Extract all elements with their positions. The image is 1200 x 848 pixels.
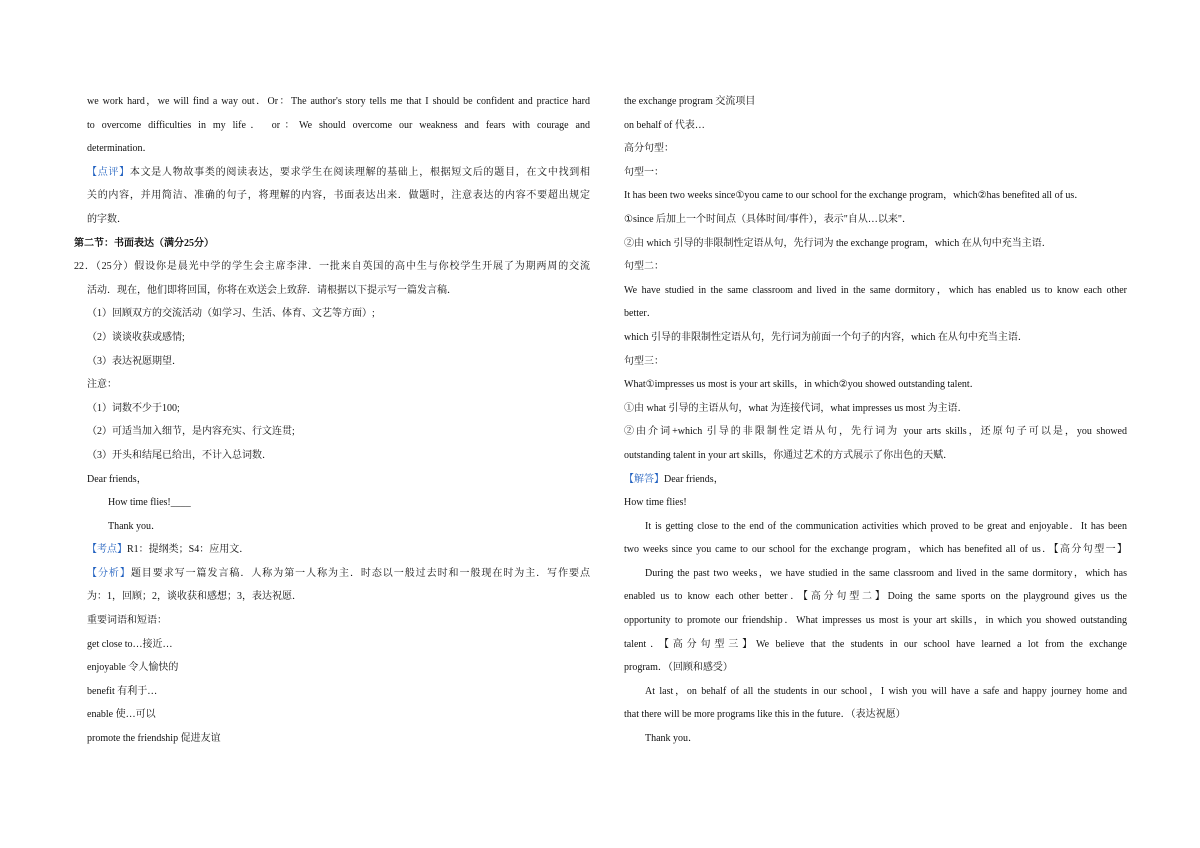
- pattern-3-sentence: What①impresses us most is your art skills，in which②you showed outstanding talent．: [624, 379, 980, 391]
- pattern-1-heading: 句型一：: [624, 166, 664, 178]
- fenxi-tag: 【分析】: [87, 567, 131, 579]
- note-1: （1）词数不少于100;: [87, 402, 180, 414]
- essay-line: talent．【高分句型三】We believe that the students in our school have learned a lot from the exchange: [624, 638, 1127, 650]
- answer-line-1: we work hard，we will find a way out．Or：The author's story tells me that I should be confident and practice hard: [87, 96, 590, 107]
- pattern-1-note-2: ②由 which 引导的非限制性定语从句，先行词为 the exchange program，which 在从句中充当主语．: [624, 237, 1052, 249]
- pattern-title: 高分句型：: [624, 143, 674, 155]
- essay-line: It is getting close to the end of the communication activities which proved to be great and enjoyable．It has been: [645, 520, 1127, 532]
- vocab-item: promote the friendship 促进友谊: [87, 733, 221, 745]
- question-22-line-1: 22．（25分）假设你是晨光中学的学生会主席李津．一批来自英国的高中生与你校学生开展了为期两周的交流: [74, 261, 590, 273]
- fenxi-text-1: 题目要求写一篇发言稿．人称为第一人称为主．时态以一般过去时和一般现在时为主．写作要点: [130, 567, 590, 579]
- essay-line: program．（回顾和感受）: [624, 662, 733, 674]
- essay-line: two weeks since you came to our school for the exchange program，which has benefited all of us．【高分句型一】: [624, 544, 1127, 556]
- pattern-2-sentence-end: better．: [624, 308, 657, 320]
- question-22-line-2: 活动．现在，他们即将回国，你将在欢送会上致辞．请根据以下提示写一篇发言稿．: [87, 284, 457, 296]
- vocab-item: the exchange program 交流项目: [624, 96, 756, 107]
- jieda-text: Dear friends，: [664, 473, 724, 485]
- note-3: （3）开头和结尾已给出，不计入总词数．: [87, 449, 272, 461]
- fenxi-line-2: 为：1，回顾；2，谈收获和感想；3，表达祝愿．: [87, 591, 302, 603]
- pattern-3-note-2: ②由介词+which 引导的非限制性定语从句，先行词为 your arts skills，还原句子可以是，you showed: [624, 426, 1127, 438]
- section-title: 第二节：书面表达（满分25分）: [74, 237, 214, 249]
- pattern-3-heading: 句型三：: [624, 355, 664, 367]
- comment-tag: 【点评】: [87, 166, 130, 178]
- vocab-item: enable 使…可以: [87, 709, 156, 721]
- essay-line: During the past two weeks，we have studied in the same classroom and lived in the same dormitory，which has: [645, 567, 1127, 579]
- pattern-3-note-1: ①由 what 引导的主语从句，what 为连接代词，what impresses us most 为主语．: [624, 402, 968, 414]
- comment-text-1: 本文是人物故事类的阅读表达，要求学生在阅读理解的基础上，根据短文后的题目，在文中找到相: [129, 166, 590, 178]
- pattern-1-sentence: It has been two weeks since①you came to our school for the exchange program，which②has benefited all of us．: [624, 190, 1085, 202]
- opening-line: How time flies!____: [108, 497, 191, 509]
- jieda-tag: 【解答】: [624, 473, 664, 485]
- essay-line: At last，on behalf of all the students in our school，I wish you will have a safe and happy journey home and: [645, 685, 1127, 697]
- prompt-2: （2）谈谈收获或感情;: [87, 331, 185, 343]
- answer-line-2: to overcome difficulties in my life． or：We should overcome our weakness and fears with courage and: [87, 119, 590, 131]
- fenxi-line-1: [87, 562, 590, 586]
- vocab-item: on behalf of 代表…: [624, 119, 705, 131]
- essay-line: opportunity to promote our friendship．What impresses us most is your art skills，in which you showed outstanding: [624, 615, 1127, 627]
- kaodian-tag: 【考点】: [87, 544, 127, 556]
- right-column: [624, 90, 1127, 751]
- essay-closing: Thank you．: [645, 733, 699, 745]
- comment-line-3: 的字数．: [87, 213, 127, 225]
- note-heading: 注意：: [87, 379, 117, 391]
- pattern-3-note-3: outstanding talent in your art skills，你通过艺术的方式展示了你出色的天赋．: [624, 449, 954, 461]
- vocab-item: benefit 有利于…: [87, 685, 158, 697]
- vocab-title: 重要词语和短语：: [87, 615, 167, 627]
- pattern-2-note: which 引导的非限制性定语从句，先行词为前面一个句子的内容，which 在从句中充当主语．: [624, 331, 1028, 343]
- closing-line: Thank you．: [108, 520, 162, 532]
- pattern-2-heading: 句型二：: [624, 261, 664, 273]
- essay-line: that there will be more programs like this in the future．（表达祝愿）: [624, 709, 906, 721]
- note-2: （2）可适当加入细节，是内容充实、行文连贯;: [87, 426, 295, 438]
- essay-line: enabled us to know each other better．【高分句型二】Doing the same sports on the playground gives us the: [624, 591, 1127, 603]
- pattern-1-note-1: ①since 后加上一个时间点（具体时间/事件），表示"自从…以来"．: [624, 213, 912, 225]
- essay-opening: How time flies!: [624, 497, 687, 509]
- vocab-item: get close to…接近…: [87, 638, 173, 650]
- vocab-item: enjoyable 令人愉快的: [87, 662, 179, 674]
- left-column: [74, 90, 590, 751]
- jieda-line: [624, 468, 1127, 492]
- answer-line-3: determination．: [87, 143, 153, 155]
- kaodian-text: R1：提纲类；S4：应用文．: [127, 544, 250, 556]
- comment-line-1: [87, 161, 590, 185]
- prompt-1: （1）回顾双方的交流活动（如学习、生活、体育、文艺等方面）;: [87, 308, 375, 320]
- kaodian-line: [87, 538, 590, 562]
- salutation: Dear friends，: [87, 473, 147, 485]
- comment-line-2: 关的内容，并用简洁、准确的句子，将理解的内容，书面表达出来．做题时，注意表达的内容不要超出规定: [87, 190, 590, 202]
- prompt-3: （3）表达祝愿期望．: [87, 355, 182, 367]
- pattern-2-sentence: We have studied in the same classroom and lived in the same dormitory，which has enabled us to know each other: [624, 284, 1127, 296]
